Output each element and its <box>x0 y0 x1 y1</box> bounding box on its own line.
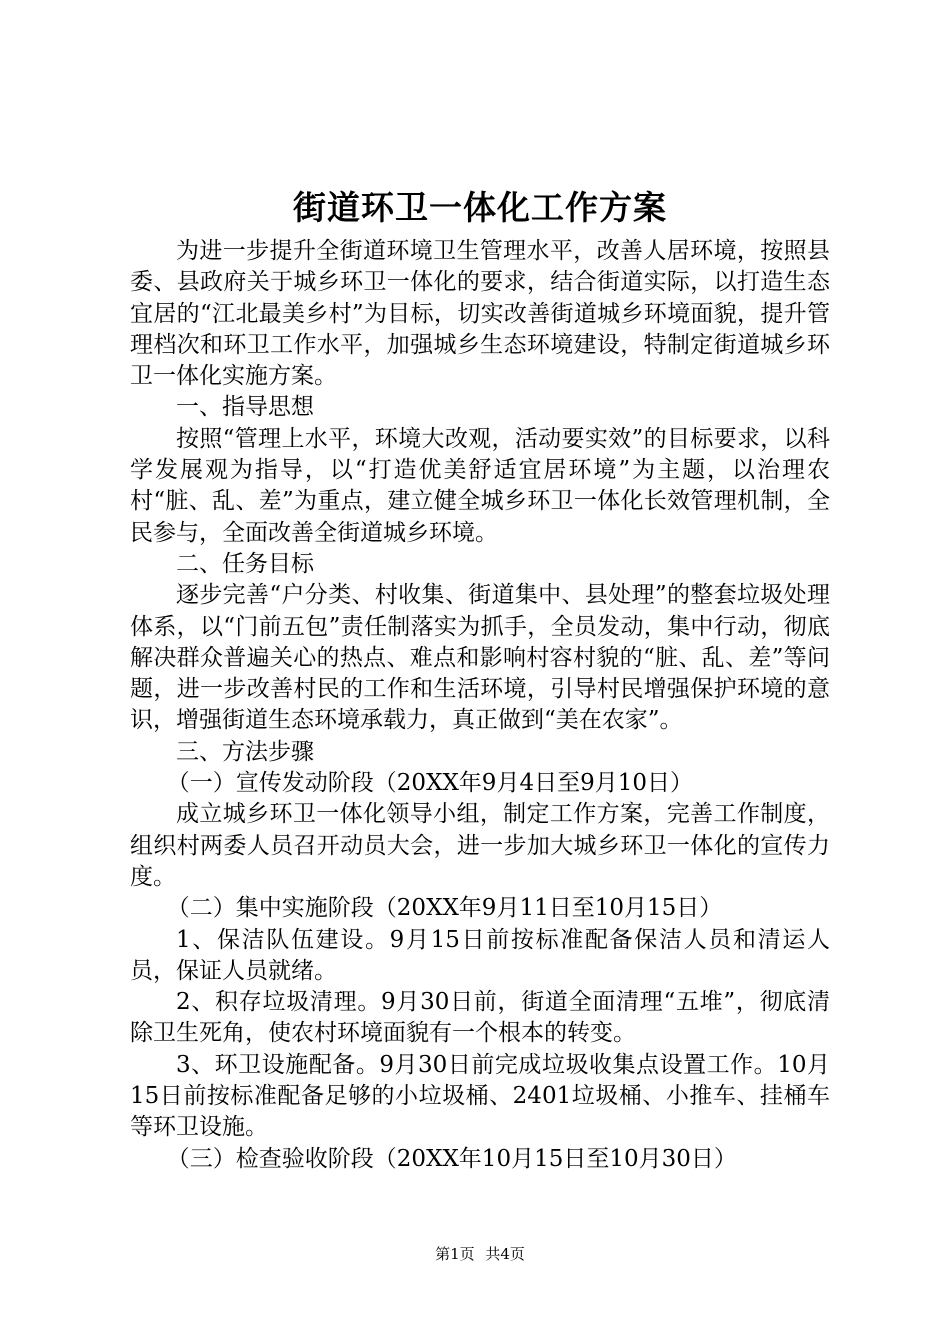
document-body <box>130 236 830 1175</box>
document-page <box>130 0 830 1344</box>
section-heading-guiding-thought: 一、指导思想 <box>176 394 314 421</box>
guiding-thought-paragraph: 按照“管理上水平，环境大改观，活动要实效”的目标要求，以科学发展观为指导，以“打造优美舒适宜居环境”为主题，以治理农村“脏、乱、差”为重点，建立健全城乡环卫一体化长效管理机制，全民参与，全面改善全街道城乡环境。 <box>130 425 830 546</box>
item-garbage-cleanup: 2、积存垃圾清理。9月30日前，街道全面清理“五堆”，彻底清除卫生死角，使农村环境面貌有一个根本的转变。 <box>130 989 830 1047</box>
item-sanitation-facilities: 3、环卫设施配备。9月30日前完成垃圾收集点设置工作。10月15日前按标准配备足够的小垃圾桶、2401垃圾桶、小推车、挂桶车等环卫设施。 <box>130 1051 830 1141</box>
publicity-phase-paragraph: 成立城乡环卫一体化领导小组，制定工作方案，完善工作制度，组织村两委人员召开动员大会，进一步加大城乡环卫一体化的宣传力度。 <box>130 801 830 890</box>
page-footer: 第1页 共4页 <box>435 1245 525 1263</box>
task-goals-paragraph: 逐步完善“户分类、村收集、街道集中、县处理”的整套垃圾处理体系，以“门前五包”责任制落实为抓手，全员发动，集中行动，彻底解决群众普遍关心的热点、难点和影响村容村貌的“脏、乱、差”等问题，进一步改善村民的工作和生活环境，引导村民增强保护环境的意识，增强街道生态环境承载力，真正做到“美在农家”。 <box>130 582 830 734</box>
section-heading-method-steps: 三、方法步骤 <box>176 738 314 765</box>
subsection-heading-inspection-phase: （三）检查验收阶段（20XX年10月15日至10月30日） <box>166 1145 737 1172</box>
intro-paragraph: 为进一步提升全街道环境卫生管理水平，改善人居环境，按照县委、县政府关于城乡环卫一体化的要求，结合街道实际，以打造生态宜居的“江北最美乡村”为目标，切实改善街道城乡环境面貌，提升管理档次和环卫工作水平，加强城乡生态环境建设，特制定街道城乡环卫一体化实施方案。 <box>130 238 830 390</box>
item-cleaning-team: 1、保洁队伍建设。9月15日前按标准配备保洁人员和清运人员，保证人员就绪。 <box>130 926 830 984</box>
section-heading-task-goals: 二、任务目标 <box>176 550 314 577</box>
document-title: 街道环卫一体化工作方案 <box>293 188 667 227</box>
subsection-heading-implementation-phase: （二）集中实施阶段（20XX年9月11日至10月15日） <box>166 895 723 922</box>
subsection-heading-publicity-phase: （一）宣传发动阶段（20XX年9月4日至9月10日） <box>166 770 693 797</box>
